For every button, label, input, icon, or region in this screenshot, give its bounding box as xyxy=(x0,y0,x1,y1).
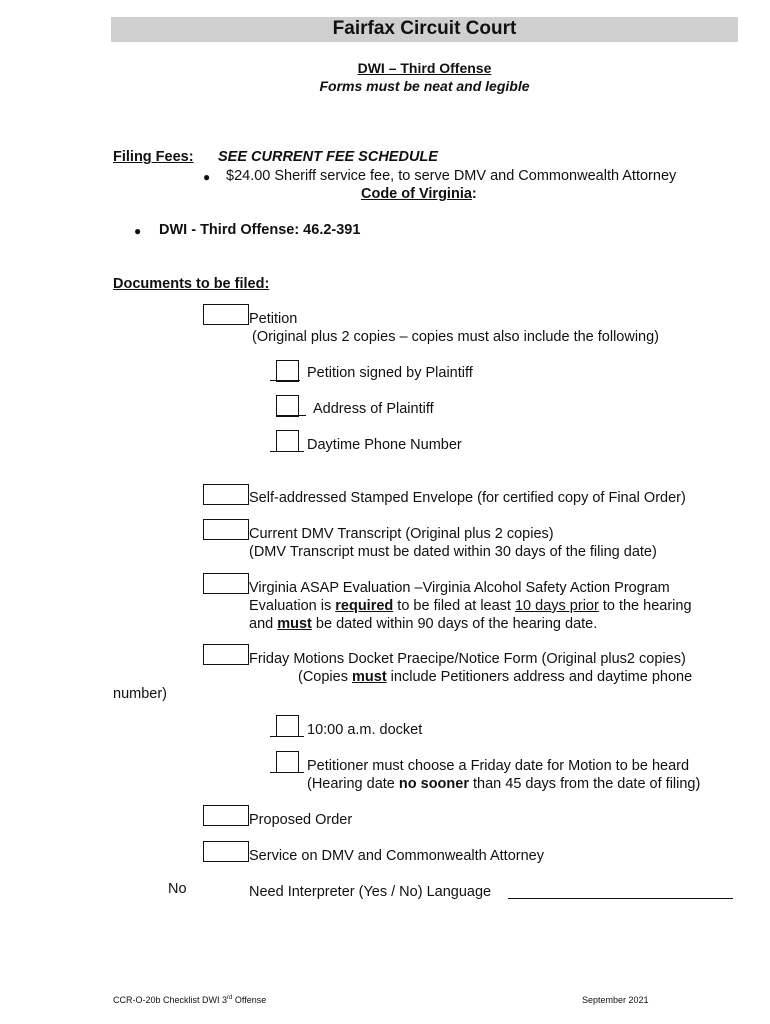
petition-checkbox[interactable] xyxy=(203,304,249,325)
envelope-label: Self-addressed Stamped Envelope (for certified copy of Final Order) xyxy=(249,490,686,506)
proposed-order-checkbox[interactable] xyxy=(203,805,249,826)
asap-checkbox[interactable] xyxy=(203,573,249,594)
bullet-icon: ● xyxy=(203,170,211,184)
petition-signed-label: Petition signed by Plaintiff xyxy=(307,365,473,381)
plaintiff-address-checkbox[interactable] xyxy=(276,395,299,417)
footer-date: September 2021 xyxy=(582,995,649,1005)
page-title: Fairfax Circuit Court xyxy=(332,18,517,39)
fee-schedule: SEE CURRENT FEE SCHEDULE xyxy=(218,149,438,165)
friday-motions-note-cont: number) xyxy=(113,686,167,702)
asap-date-rule: and must be dated within 90 days of the hearing date. xyxy=(249,616,598,632)
petition-note: (Original plus 2 copies – copies must also include the following) xyxy=(252,329,660,345)
asap-requirement: Evaluation is required to be filed at least 10 days prior to the hearing xyxy=(249,598,692,614)
code-of-virginia: Code of Virginia: xyxy=(361,186,477,202)
plaintiff-address-label: Address of Plaintiff xyxy=(313,401,434,417)
form-subtitle: DWI – Third Offense xyxy=(357,60,492,76)
footer-form-id: CCR-O-20b Checklist DWI 3rd Offense xyxy=(113,995,267,1005)
friday-motions-label: Friday Motions Docket Praecipe/Notice Form (Original plus2 copies) xyxy=(249,651,686,667)
docket-time-label: 10:00 a.m. docket xyxy=(307,722,423,738)
service-label: Service on DMV and Commonwealth Attorney xyxy=(249,848,544,864)
envelope-checkbox[interactable] xyxy=(203,484,249,505)
hearing-date-note: (Hearing date no sooner than 45 days from the date of filing) xyxy=(307,776,701,792)
petition-signed-checkbox[interactable] xyxy=(276,360,299,382)
code-item: DWI - Third Offense: 46.2-391 xyxy=(159,222,361,238)
asap-label: Virginia ASAP Evaluation –Virginia Alcohol Safety Action Program xyxy=(249,580,670,596)
filing-fees-label: Filing Fees: xyxy=(113,149,194,165)
daytime-phone-label: Daytime Phone Number xyxy=(307,437,462,453)
checkbox-underline xyxy=(270,451,304,452)
friday-date-checkbox[interactable] xyxy=(276,751,299,773)
checkbox-underline xyxy=(270,736,304,737)
interpreter-answer: No xyxy=(168,881,187,897)
bullet-icon: ● xyxy=(134,224,142,238)
friday-motions-checkbox[interactable] xyxy=(203,644,249,665)
dmv-transcript-checkbox[interactable] xyxy=(203,519,249,540)
sheriff-fee: $24.00 Sheriff service fee, to serve DMV and Commonwealth Attorney xyxy=(226,168,677,184)
friday-motions-note: (Copies must include Petitioners address and daytime phone xyxy=(298,669,693,685)
checkbox-underline xyxy=(270,772,304,773)
dmv-transcript-label: Current DMV Transcript (Original plus 2 copies) xyxy=(249,526,554,542)
docket-time-checkbox[interactable] xyxy=(276,715,299,737)
friday-date-label: Petitioner must choose a Friday date for Motion to be heard xyxy=(307,758,690,774)
language-field[interactable] xyxy=(508,898,733,899)
dmv-transcript-note: (DMV Transcript must be dated within 30 days of the filing date) xyxy=(249,544,657,560)
checkbox-underline xyxy=(270,380,300,381)
service-checkbox[interactable] xyxy=(203,841,249,862)
petition-title: Petition xyxy=(249,311,298,327)
form-note: Forms must be neat and legible xyxy=(319,78,530,94)
proposed-order-label: Proposed Order xyxy=(249,812,353,828)
documents-label: Documents to be filed: xyxy=(113,276,270,292)
interpreter-label: Need Interpreter (Yes / No) Language xyxy=(249,884,492,900)
checkbox-underline xyxy=(276,415,306,416)
daytime-phone-checkbox[interactable] xyxy=(276,430,299,452)
